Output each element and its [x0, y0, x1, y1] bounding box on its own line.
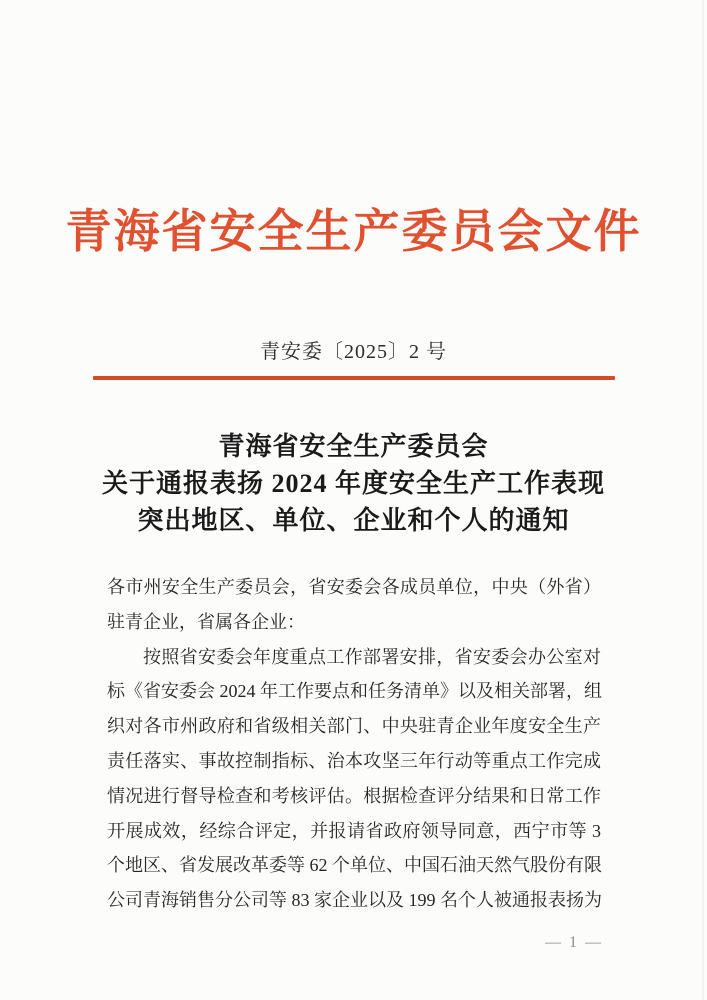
body-line: 按照省安委会年度重点工作部署安排，省安委会办公室对 [143, 646, 601, 667]
document-title-line-2: 关于通报表扬 2024 年度安全生产工作表现 [101, 469, 605, 498]
body-line: 情况进行督导检查和考核评估。根据检查评分结果和日常工作 [107, 785, 601, 806]
document-number: 青安委〔2025〕2 号 [260, 341, 447, 363]
header-separator-line [93, 376, 615, 380]
body-line: 标《省安委会 2024 年工作要点和任务清单》以及相关部署，组 [107, 681, 602, 702]
body-line: 织对各市州政府和省级相关部门、中央驻青企业年度安全生产 [107, 716, 601, 737]
page-number: — 1 — [545, 934, 603, 951]
body-line: 公司青海销售分公司等 83 家企业以及 199 名个人被通报表扬为 [107, 890, 602, 911]
body-line: 责任落实、事故控制指标、治本攻坚三年行动等重点工作完成 [107, 750, 601, 771]
body-line: 个地区、省发展改革委等 62 个单位、中国石油天然气股份有限 [107, 855, 602, 876]
document-title [0, 428, 707, 539]
document-body [107, 570, 601, 918]
body-line: 驻青企业，省属各企业： [107, 611, 305, 632]
body-line: 开展成效，经综合评定，并报请省政府领导同意，西宁市等 3 [107, 820, 601, 841]
document-header-org-title: 青海省安全生产委员会文件 [65, 206, 642, 257]
document-title-line-3: 突出地区、单位、企业和个人的通知 [137, 506, 570, 535]
document-title-line-1: 青海省安全生产委员会 [218, 432, 489, 461]
body-line: 各市州安全生产委员会，省安委会各成员单位，中央（外省） [107, 577, 601, 597]
